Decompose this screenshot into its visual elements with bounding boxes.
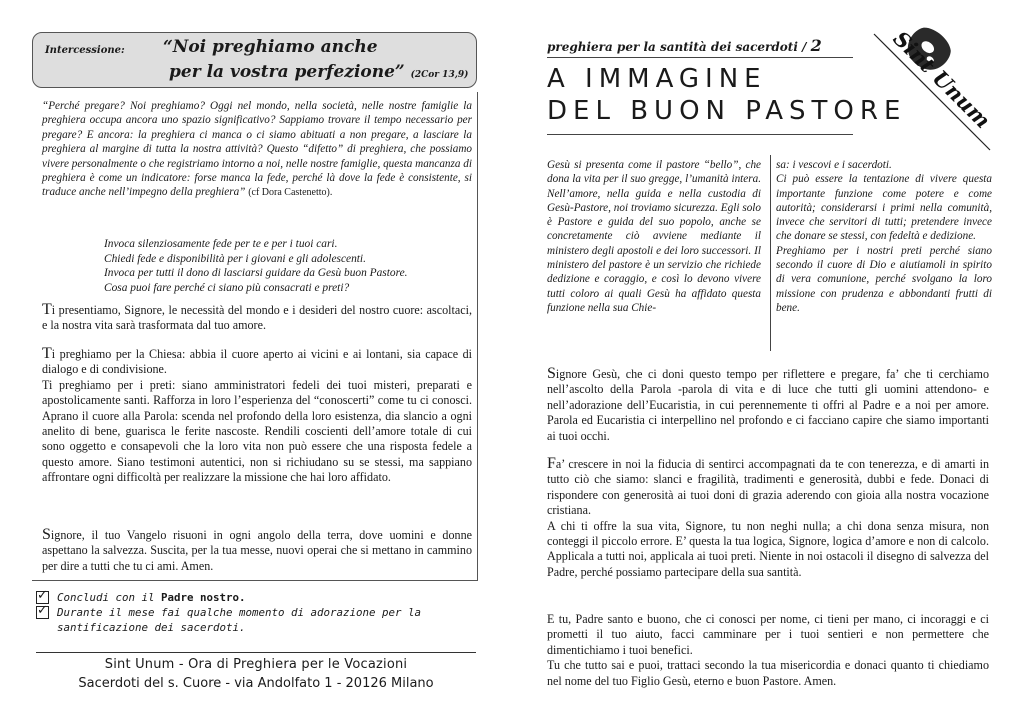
right-prayer-1 bbox=[547, 366, 989, 444]
intercession-title-line1: “Noi preghiamo anche bbox=[163, 37, 378, 57]
drop-cap: S bbox=[547, 365, 556, 382]
column-text: Ci può essere la tentazione di vivere questa importante funzione come potere e come autorità; considerarsi i primi nella comunità, invece che servitori di tutti; pretendere invece che donare se stessi, con fedeltà e dedizione. bbox=[776, 173, 992, 243]
page-title-line2: DEL BUON PASTORE bbox=[547, 96, 907, 126]
right-prayer-3 bbox=[547, 612, 989, 689]
footer-divider bbox=[36, 652, 476, 653]
prayer-continuation: Ti preghiamo per i preti: siano amministratori fedeli dei tuoi misteri, preparati e apostolicamente santi. Rafforza in loro l’esperienza del “conoscerti” come tu ci conosci. Aprano il cuore alla Parola: scenda nel profondo della loro esistenza, dia slancio a ogni anelito di bene, guarisca le ferite nascoste. Rendili coscienti dell’amore totale di cui sono oggetto e consapevoli che la loro vita non può essere che una risposta fedele a questo amore. Siano testimoni autentici, non si richiudano su se stessi, ma sappiano affrontare ogni difficoltà per realizzare la missione che hai loro affidato. bbox=[42, 377, 472, 485]
invocation-item: Chiedi fede e disponibilità per i giovani e gli adolescenti. bbox=[104, 252, 366, 265]
column-text: sa: i vescovi e i sacerdoti. bbox=[776, 159, 892, 171]
quote-text: “Perché pregare? Noi preghiamo? Oggi nel mondo, nella società, nelle nostre famiglie la preghiera occupa ancora uno spazio significativo? Sappiamo trovare il tempo necessario per pregare? E ancora: la preghiera ci manca o ci siamo abituati a non pregare, a lasciare la preghiera al margine di tutta la nostra attività? Questo “difetto” di preghiera, che possiamo vivere personalmente o che registriamo intorno a noi, nelle nostre famiglie, questa mancanza di preghiera è come un indicatore: forse manca la fede, perché là dove la fede è consistente, si traduce anche nell’impegno della preghiera” bbox=[42, 100, 472, 199]
intercession-header bbox=[32, 32, 477, 88]
column-text: Preghiamo per i nostri preti perché siano secondo il cuore di Dio e aiutiamoli in spirito di vera comunione, perché svolgano la loro missione con prudenza e abbondanti frutti di bene. bbox=[776, 244, 992, 314]
checklist-item-2 bbox=[36, 605, 481, 620]
checklist-bold: Padre nostro. bbox=[161, 591, 246, 604]
prayer-paragraph-3 bbox=[42, 527, 472, 574]
checklist-text-continuation: santificazione dei sacerdoti. bbox=[57, 621, 246, 634]
prayer-text: a’ crescere in noi la fiducia di sentirci accompagnati da te con tenerezza, e di amarti in tutto ciò che siamo: slanci e fragilità, tradimenti e generosità, dubbi e fede. Donaci di rispondere con generosità ai tuoi doni di grazia aderendo con gioia alla nostra vocazione cristiana. bbox=[547, 457, 989, 518]
footer-line-2: Sacerdoti del s. Cuore - via Andolfato 1 - 20126 Milano bbox=[78, 676, 434, 691]
intercession-reference: (2Cor 13,9) bbox=[410, 70, 469, 80]
intro-column-right bbox=[776, 158, 992, 315]
sint-unum-logo bbox=[862, 20, 1002, 160]
right-prayer-2 bbox=[547, 456, 989, 580]
prayer-text: E tu, Padre santo e buono, che ci conosci per nome, ci tieni per mano, ci incoraggi e ci prometti il tuo aiuto, facci camminare per i tuoi sentieri e non permettere che dimentichiamo i tuoi benefici. bbox=[547, 612, 989, 657]
prayer-text: i presentiamo, Signore, le necessità del mondo e i desideri del nostro cuore: ascoltaci, e la nostra vita sarà trasformata dal tuo amore. bbox=[42, 303, 472, 333]
intro-column-left: Gesù si presenta come il pastore “bello”, che dona la vita per il suo gregge, l’umanità intera. Nell’amore, nella guida e nella custodia di Gesù-Pastore, noi troviamo sicurezza. Egli solo è Pastore e guida del suo popolo, anche se concretamente ciò avviene mediante il ministero degli apostoli e dei loro successori. Il ministero del pastore è un servizio che richiede dedizione e coraggio, e così lo devono vivere tutti coloro ai quali Gesù ha affidato questa funzione nella sua Chie- bbox=[547, 159, 761, 314]
intercession-title-text: per la vostra perfezione” bbox=[169, 62, 405, 82]
checklist-item-1 bbox=[36, 590, 481, 605]
quote-source: (cf Dora Castenetto). bbox=[248, 187, 333, 199]
page-title-line1: A IMMAGINE bbox=[547, 64, 767, 94]
series-title: preghiera per la santità dei sacerdoti / bbox=[547, 40, 807, 54]
footer-line-1: Sint Unum - Ora di Preghiera per le Vocazioni bbox=[104, 657, 408, 672]
drop-cap: T bbox=[42, 301, 52, 318]
checklist-text: Durante il mese fai qualche momento di adorazione per la bbox=[57, 606, 422, 619]
invocation-item: Invoca silenziosamente fede per te e per i tuoi cari. bbox=[104, 238, 338, 250]
prayer-text: ignore Gesù, che ci doni questo tempo per riflettere e pregare, fa’ che ti cerchiamo nell’ascolto della Parola -parola di vita e di luce che tutti gli uomini attendono- e nell’adorazione dell’Eucaristia, in cui perennemente ti offri al Padre e a noi per amore. Parola ed Eucaristia ci interpellino nel profondo e ci facciano capire che siamo importanti ai tuoi occhi. bbox=[547, 367, 989, 443]
header-divider-bottom bbox=[547, 134, 853, 135]
checklist-text: Concludi con il bbox=[57, 591, 155, 604]
prayer-continuation: A chi ti offre la sua vita, Signore, tu non neghi nulla; a chi dona senza misura, non conteggi il piccolo errore. E’ questa la tua logica, Signore, logica d’amore e non di calcolo. Applicala a tutti noi, applicala ai tuoi preti. Niente in noi ostacoli il disegno di salvezza del Padre, perché possiamo partecipare della sua santità. bbox=[547, 518, 989, 579]
invocation-item: Invoca per tutti il dono di lasciarsi guidare da Gesù buon Pastore. bbox=[104, 267, 408, 280]
series-number: 2 bbox=[810, 36, 822, 55]
column-divider bbox=[770, 155, 771, 351]
header-divider-top bbox=[547, 57, 853, 58]
invocations-list bbox=[104, 237, 474, 295]
prayer-text: i preghiamo per la Chiesa: abbia il cuore aperto ai vicini e ai lontani, sia capace di dialogo e di condivisione. bbox=[42, 347, 472, 377]
logo-text: Sint Unum bbox=[888, 25, 996, 133]
prayer-paragraph-2 bbox=[42, 346, 472, 486]
prayer-text: ignore, il tuo Vangelo risuoni in ogni angolo della terra, dove uomini e donne aspettano la salvezza. Suscita, per la tua messe, nuovi operai che si mettano in cammino per dire a tutti che tu ci ami. Amen. bbox=[42, 528, 472, 573]
checklist bbox=[36, 590, 481, 635]
intercession-title-line2 bbox=[169, 62, 468, 82]
invocation-item: Cosa puoi fare perché ci siano più consacrati e preti? bbox=[104, 281, 350, 294]
drop-cap: F bbox=[547, 455, 556, 472]
drop-cap: T bbox=[42, 345, 52, 362]
series-header bbox=[547, 36, 822, 55]
intercession-label: Intercessione: bbox=[45, 45, 125, 56]
drop-cap: S bbox=[42, 526, 51, 543]
checkbox-checked-icon bbox=[36, 606, 49, 619]
prayer-paragraph-1 bbox=[42, 302, 472, 334]
prayer-text: Tu che tutto sai e puoi, trattaci secondo la tua misericordia e donaci quanto ti chiediamo nel nome del tuo Figlio Gesù, eterno e buon Pastore. Amen. bbox=[547, 658, 989, 688]
quote-paragraph bbox=[42, 99, 472, 201]
